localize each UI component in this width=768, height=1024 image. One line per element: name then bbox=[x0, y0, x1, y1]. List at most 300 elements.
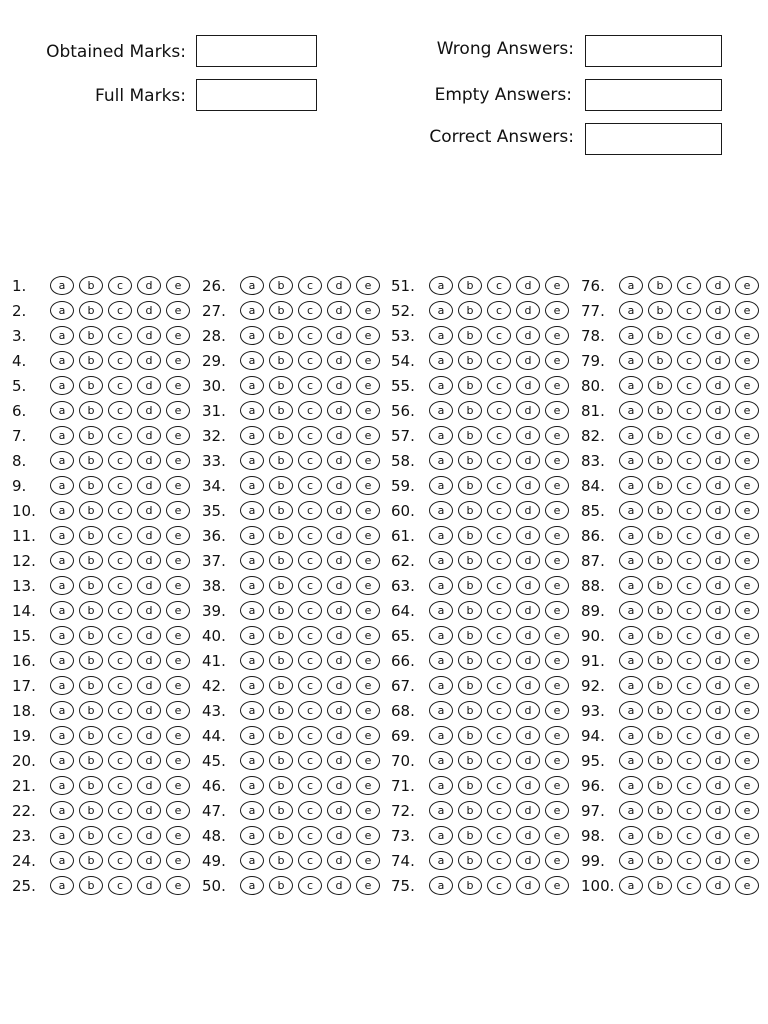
answer-bubble-e[interactable]: e bbox=[356, 276, 380, 295]
answer-bubble-d[interactable]: d bbox=[327, 726, 351, 745]
answer-bubble-b[interactable]: b bbox=[79, 326, 103, 345]
answer-bubble-c[interactable]: c bbox=[298, 626, 322, 645]
answer-bubble-d[interactable]: d bbox=[516, 376, 540, 395]
answer-bubble-a[interactable]: a bbox=[429, 426, 453, 445]
answer-bubble-d[interactable]: d bbox=[327, 501, 351, 520]
answer-bubble-a[interactable]: a bbox=[429, 751, 453, 770]
answer-bubble-c[interactable]: c bbox=[677, 376, 701, 395]
answer-bubble-b[interactable]: b bbox=[648, 601, 672, 620]
answer-bubble-d[interactable]: d bbox=[516, 676, 540, 695]
answer-bubble-a[interactable]: a bbox=[240, 326, 264, 345]
answer-bubble-a[interactable]: a bbox=[50, 701, 74, 720]
answer-bubble-b[interactable]: b bbox=[269, 501, 293, 520]
answer-bubble-e[interactable]: e bbox=[166, 851, 190, 870]
answer-bubble-b[interactable]: b bbox=[648, 826, 672, 845]
answer-bubble-b[interactable]: b bbox=[648, 851, 672, 870]
answer-bubble-a[interactable]: a bbox=[429, 726, 453, 745]
answer-bubble-b[interactable]: b bbox=[79, 601, 103, 620]
answer-bubble-c[interactable]: c bbox=[108, 401, 132, 420]
answer-bubble-e[interactable]: e bbox=[356, 301, 380, 320]
answer-bubble-b[interactable]: b bbox=[458, 876, 482, 895]
answer-bubble-a[interactable]: a bbox=[619, 826, 643, 845]
answer-bubble-b[interactable]: b bbox=[79, 626, 103, 645]
obtained-marks-field[interactable] bbox=[196, 35, 317, 67]
answer-bubble-b[interactable]: b bbox=[648, 326, 672, 345]
answer-bubble-b[interactable]: b bbox=[269, 576, 293, 595]
answer-bubble-c[interactable]: c bbox=[108, 526, 132, 545]
answer-bubble-d[interactable]: d bbox=[327, 401, 351, 420]
answer-bubble-b[interactable]: b bbox=[458, 801, 482, 820]
answer-bubble-e[interactable]: e bbox=[166, 676, 190, 695]
wrong-answers-field[interactable] bbox=[585, 35, 722, 67]
answer-bubble-b[interactable]: b bbox=[648, 801, 672, 820]
answer-bubble-d[interactable]: d bbox=[706, 501, 730, 520]
answer-bubble-d[interactable]: d bbox=[706, 426, 730, 445]
answer-bubble-c[interactable]: c bbox=[108, 876, 132, 895]
answer-bubble-e[interactable]: e bbox=[356, 401, 380, 420]
answer-bubble-b[interactable]: b bbox=[269, 826, 293, 845]
answer-bubble-d[interactable]: d bbox=[706, 576, 730, 595]
answer-bubble-e[interactable]: e bbox=[166, 301, 190, 320]
answer-bubble-b[interactable]: b bbox=[269, 851, 293, 870]
answer-bubble-d[interactable]: d bbox=[516, 826, 540, 845]
answer-bubble-e[interactable]: e bbox=[545, 876, 569, 895]
answer-bubble-e[interactable]: e bbox=[735, 351, 759, 370]
answer-bubble-c[interactable]: c bbox=[487, 626, 511, 645]
answer-bubble-d[interactable]: d bbox=[516, 501, 540, 520]
answer-bubble-e[interactable]: e bbox=[735, 476, 759, 495]
answer-bubble-d[interactable]: d bbox=[706, 751, 730, 770]
answer-bubble-e[interactable]: e bbox=[735, 651, 759, 670]
answer-bubble-c[interactable]: c bbox=[677, 351, 701, 370]
answer-bubble-d[interactable]: d bbox=[516, 876, 540, 895]
answer-bubble-c[interactable]: c bbox=[487, 451, 511, 470]
answer-bubble-a[interactable]: a bbox=[619, 551, 643, 570]
answer-bubble-a[interactable]: a bbox=[240, 376, 264, 395]
answer-bubble-b[interactable]: b bbox=[269, 651, 293, 670]
answer-bubble-c[interactable]: c bbox=[487, 651, 511, 670]
answer-bubble-c[interactable]: c bbox=[487, 851, 511, 870]
answer-bubble-e[interactable]: e bbox=[356, 701, 380, 720]
answer-bubble-d[interactable]: d bbox=[706, 601, 730, 620]
answer-bubble-e[interactable]: e bbox=[545, 301, 569, 320]
answer-bubble-a[interactable]: a bbox=[50, 301, 74, 320]
answer-bubble-c[interactable]: c bbox=[677, 726, 701, 745]
answer-bubble-a[interactable]: a bbox=[619, 401, 643, 420]
answer-bubble-d[interactable]: d bbox=[706, 401, 730, 420]
answer-bubble-a[interactable]: a bbox=[50, 276, 74, 295]
answer-bubble-a[interactable]: a bbox=[619, 426, 643, 445]
answer-bubble-e[interactable]: e bbox=[735, 601, 759, 620]
answer-bubble-a[interactable]: a bbox=[619, 726, 643, 745]
answer-bubble-e[interactable]: e bbox=[735, 551, 759, 570]
answer-bubble-b[interactable]: b bbox=[648, 651, 672, 670]
answer-bubble-d[interactable]: d bbox=[706, 351, 730, 370]
answer-bubble-d[interactable]: d bbox=[516, 576, 540, 595]
answer-bubble-e[interactable]: e bbox=[356, 376, 380, 395]
answer-bubble-d[interactable]: d bbox=[516, 426, 540, 445]
answer-bubble-d[interactable]: d bbox=[706, 526, 730, 545]
answer-bubble-c[interactable]: c bbox=[487, 476, 511, 495]
answer-bubble-b[interactable]: b bbox=[648, 426, 672, 445]
answer-bubble-e[interactable]: e bbox=[545, 626, 569, 645]
answer-bubble-b[interactable]: b bbox=[79, 526, 103, 545]
answer-bubble-b[interactable]: b bbox=[458, 701, 482, 720]
answer-bubble-d[interactable]: d bbox=[327, 426, 351, 445]
answer-bubble-e[interactable]: e bbox=[166, 776, 190, 795]
answer-bubble-a[interactable]: a bbox=[619, 376, 643, 395]
answer-bubble-d[interactable]: d bbox=[327, 701, 351, 720]
answer-bubble-b[interactable]: b bbox=[79, 551, 103, 570]
answer-bubble-c[interactable]: c bbox=[487, 376, 511, 395]
answer-bubble-e[interactable]: e bbox=[735, 626, 759, 645]
answer-bubble-a[interactable]: a bbox=[50, 651, 74, 670]
answer-bubble-d[interactable]: d bbox=[706, 451, 730, 470]
answer-bubble-c[interactable]: c bbox=[487, 676, 511, 695]
answer-bubble-e[interactable]: e bbox=[545, 801, 569, 820]
answer-bubble-a[interactable]: a bbox=[429, 376, 453, 395]
answer-bubble-c[interactable]: c bbox=[108, 301, 132, 320]
answer-bubble-d[interactable]: d bbox=[137, 276, 161, 295]
answer-bubble-a[interactable]: a bbox=[429, 626, 453, 645]
answer-bubble-e[interactable]: e bbox=[166, 651, 190, 670]
answer-bubble-e[interactable]: e bbox=[545, 501, 569, 520]
answer-bubble-e[interactable]: e bbox=[735, 776, 759, 795]
answer-bubble-c[interactable]: c bbox=[487, 301, 511, 320]
answer-bubble-a[interactable]: a bbox=[50, 551, 74, 570]
answer-bubble-c[interactable]: c bbox=[487, 526, 511, 545]
answer-bubble-b[interactable]: b bbox=[269, 676, 293, 695]
answer-bubble-c[interactable]: c bbox=[108, 776, 132, 795]
answer-bubble-e[interactable]: e bbox=[166, 876, 190, 895]
answer-bubble-e[interactable]: e bbox=[166, 426, 190, 445]
answer-bubble-b[interactable]: b bbox=[458, 601, 482, 620]
answer-bubble-b[interactable]: b bbox=[79, 701, 103, 720]
answer-bubble-a[interactable]: a bbox=[240, 576, 264, 595]
answer-bubble-e[interactable]: e bbox=[356, 726, 380, 745]
answer-bubble-d[interactable]: d bbox=[137, 676, 161, 695]
answer-bubble-a[interactable]: a bbox=[50, 501, 74, 520]
answer-bubble-c[interactable]: c bbox=[677, 651, 701, 670]
answer-bubble-a[interactable]: a bbox=[50, 576, 74, 595]
answer-bubble-e[interactable]: e bbox=[735, 676, 759, 695]
answer-bubble-a[interactable]: a bbox=[429, 576, 453, 595]
answer-bubble-a[interactable]: a bbox=[619, 876, 643, 895]
answer-bubble-c[interactable]: c bbox=[108, 851, 132, 870]
answer-bubble-d[interactable]: d bbox=[706, 801, 730, 820]
answer-bubble-d[interactable]: d bbox=[137, 501, 161, 520]
answer-bubble-c[interactable]: c bbox=[677, 876, 701, 895]
answer-bubble-e[interactable]: e bbox=[356, 826, 380, 845]
answer-bubble-d[interactable]: d bbox=[137, 626, 161, 645]
answer-bubble-e[interactable]: e bbox=[735, 701, 759, 720]
answer-bubble-a[interactable]: a bbox=[240, 801, 264, 820]
answer-bubble-a[interactable]: a bbox=[240, 351, 264, 370]
answer-bubble-d[interactable]: d bbox=[516, 726, 540, 745]
answer-bubble-d[interactable]: d bbox=[706, 476, 730, 495]
answer-bubble-a[interactable]: a bbox=[429, 476, 453, 495]
answer-bubble-e[interactable]: e bbox=[166, 501, 190, 520]
answer-bubble-d[interactable]: d bbox=[516, 451, 540, 470]
answer-bubble-b[interactable]: b bbox=[458, 451, 482, 470]
answer-bubble-b[interactable]: b bbox=[269, 526, 293, 545]
answer-bubble-e[interactable]: e bbox=[356, 426, 380, 445]
answer-bubble-e[interactable]: e bbox=[166, 551, 190, 570]
answer-bubble-c[interactable]: c bbox=[677, 401, 701, 420]
answer-bubble-a[interactable]: a bbox=[240, 601, 264, 620]
answer-bubble-c[interactable]: c bbox=[298, 751, 322, 770]
answer-bubble-a[interactable]: a bbox=[240, 751, 264, 770]
answer-bubble-e[interactable]: e bbox=[545, 851, 569, 870]
answer-bubble-e[interactable]: e bbox=[356, 476, 380, 495]
answer-bubble-a[interactable]: a bbox=[619, 651, 643, 670]
answer-bubble-a[interactable]: a bbox=[240, 876, 264, 895]
answer-bubble-e[interactable]: e bbox=[356, 801, 380, 820]
answer-bubble-e[interactable]: e bbox=[545, 451, 569, 470]
answer-bubble-e[interactable]: e bbox=[545, 476, 569, 495]
answer-bubble-d[interactable]: d bbox=[327, 626, 351, 645]
answer-bubble-a[interactable]: a bbox=[429, 876, 453, 895]
answer-bubble-e[interactable]: e bbox=[356, 876, 380, 895]
answer-bubble-d[interactable]: d bbox=[327, 851, 351, 870]
answer-bubble-a[interactable]: a bbox=[240, 451, 264, 470]
answer-bubble-e[interactable]: e bbox=[166, 476, 190, 495]
answer-bubble-d[interactable]: d bbox=[137, 401, 161, 420]
answer-bubble-b[interactable]: b bbox=[79, 301, 103, 320]
answer-bubble-a[interactable]: a bbox=[240, 826, 264, 845]
answer-bubble-a[interactable]: a bbox=[429, 401, 453, 420]
answer-bubble-b[interactable]: b bbox=[458, 576, 482, 595]
answer-bubble-b[interactable]: b bbox=[79, 776, 103, 795]
answer-bubble-d[interactable]: d bbox=[137, 651, 161, 670]
answer-bubble-e[interactable]: e bbox=[166, 751, 190, 770]
answer-bubble-a[interactable]: a bbox=[240, 551, 264, 570]
answer-bubble-a[interactable]: a bbox=[619, 701, 643, 720]
answer-bubble-d[interactable]: d bbox=[137, 551, 161, 570]
answer-bubble-a[interactable]: a bbox=[50, 426, 74, 445]
answer-bubble-a[interactable]: a bbox=[240, 301, 264, 320]
answer-bubble-e[interactable]: e bbox=[166, 626, 190, 645]
answer-bubble-b[interactable]: b bbox=[269, 776, 293, 795]
answer-bubble-a[interactable]: a bbox=[429, 801, 453, 820]
answer-bubble-b[interactable]: b bbox=[648, 626, 672, 645]
answer-bubble-d[interactable]: d bbox=[706, 701, 730, 720]
answer-bubble-d[interactable]: d bbox=[327, 651, 351, 670]
answer-bubble-b[interactable]: b bbox=[269, 276, 293, 295]
answer-bubble-d[interactable]: d bbox=[327, 326, 351, 345]
answer-bubble-c[interactable]: c bbox=[677, 276, 701, 295]
answer-bubble-d[interactable]: d bbox=[137, 601, 161, 620]
answer-bubble-e[interactable]: e bbox=[545, 276, 569, 295]
answer-bubble-d[interactable]: d bbox=[137, 701, 161, 720]
answer-bubble-a[interactable]: a bbox=[240, 726, 264, 745]
answer-bubble-b[interactable]: b bbox=[648, 776, 672, 795]
answer-bubble-b[interactable]: b bbox=[79, 401, 103, 420]
answer-bubble-c[interactable]: c bbox=[487, 276, 511, 295]
answer-bubble-a[interactable]: a bbox=[619, 526, 643, 545]
answer-bubble-a[interactable]: a bbox=[240, 476, 264, 495]
answer-bubble-b[interactable]: b bbox=[648, 301, 672, 320]
answer-bubble-a[interactable]: a bbox=[240, 851, 264, 870]
answer-bubble-b[interactable]: b bbox=[79, 726, 103, 745]
answer-bubble-d[interactable]: d bbox=[137, 751, 161, 770]
answer-bubble-e[interactable]: e bbox=[735, 376, 759, 395]
answer-bubble-e[interactable]: e bbox=[356, 526, 380, 545]
answer-bubble-b[interactable]: b bbox=[458, 676, 482, 695]
answer-bubble-e[interactable]: e bbox=[735, 876, 759, 895]
answer-bubble-c[interactable]: c bbox=[487, 751, 511, 770]
answer-bubble-d[interactable]: d bbox=[516, 526, 540, 545]
answer-bubble-a[interactable]: a bbox=[240, 676, 264, 695]
answer-bubble-b[interactable]: b bbox=[458, 376, 482, 395]
answer-bubble-b[interactable]: b bbox=[648, 751, 672, 770]
answer-bubble-a[interactable]: a bbox=[240, 501, 264, 520]
answer-bubble-a[interactable]: a bbox=[240, 276, 264, 295]
answer-bubble-a[interactable]: a bbox=[429, 501, 453, 520]
answer-bubble-c[interactable]: c bbox=[108, 701, 132, 720]
answer-bubble-a[interactable]: a bbox=[619, 351, 643, 370]
answer-bubble-e[interactable]: e bbox=[166, 701, 190, 720]
answer-bubble-e[interactable]: e bbox=[166, 576, 190, 595]
answer-bubble-a[interactable]: a bbox=[240, 776, 264, 795]
answer-bubble-b[interactable]: b bbox=[79, 451, 103, 470]
answer-bubble-d[interactable]: d bbox=[137, 351, 161, 370]
answer-bubble-e[interactable]: e bbox=[166, 726, 190, 745]
answer-bubble-e[interactable]: e bbox=[356, 676, 380, 695]
answer-bubble-d[interactable]: d bbox=[516, 601, 540, 620]
answer-bubble-d[interactable]: d bbox=[137, 826, 161, 845]
answer-bubble-e[interactable]: e bbox=[735, 851, 759, 870]
answer-bubble-e[interactable]: e bbox=[735, 726, 759, 745]
answer-bubble-e[interactable]: e bbox=[735, 576, 759, 595]
answer-bubble-c[interactable]: c bbox=[108, 576, 132, 595]
answer-bubble-c[interactable]: c bbox=[298, 476, 322, 495]
answer-bubble-b[interactable]: b bbox=[79, 751, 103, 770]
answer-bubble-b[interactable]: b bbox=[269, 726, 293, 745]
answer-bubble-c[interactable]: c bbox=[298, 726, 322, 745]
answer-bubble-e[interactable]: e bbox=[356, 451, 380, 470]
answer-bubble-a[interactable]: a bbox=[619, 801, 643, 820]
answer-bubble-c[interactable]: c bbox=[487, 826, 511, 845]
answer-bubble-a[interactable]: a bbox=[240, 701, 264, 720]
answer-bubble-c[interactable]: c bbox=[108, 326, 132, 345]
answer-bubble-e[interactable]: e bbox=[166, 326, 190, 345]
answer-bubble-e[interactable]: e bbox=[545, 751, 569, 770]
answer-bubble-c[interactable]: c bbox=[677, 551, 701, 570]
answer-bubble-a[interactable]: a bbox=[429, 701, 453, 720]
answer-bubble-a[interactable]: a bbox=[240, 651, 264, 670]
answer-bubble-b[interactable]: b bbox=[648, 701, 672, 720]
answer-bubble-d[interactable]: d bbox=[327, 476, 351, 495]
answer-bubble-d[interactable]: d bbox=[137, 576, 161, 595]
answer-bubble-e[interactable]: e bbox=[545, 401, 569, 420]
answer-bubble-d[interactable]: d bbox=[327, 301, 351, 320]
answer-bubble-b[interactable]: b bbox=[648, 451, 672, 470]
answer-bubble-a[interactable]: a bbox=[619, 751, 643, 770]
answer-bubble-d[interactable]: d bbox=[706, 826, 730, 845]
answer-bubble-c[interactable]: c bbox=[487, 426, 511, 445]
answer-bubble-a[interactable]: a bbox=[50, 401, 74, 420]
answer-bubble-a[interactable]: a bbox=[429, 601, 453, 620]
answer-bubble-d[interactable]: d bbox=[516, 701, 540, 720]
answer-bubble-c[interactable]: c bbox=[487, 326, 511, 345]
answer-bubble-e[interactable]: e bbox=[735, 501, 759, 520]
answer-bubble-d[interactable]: d bbox=[327, 276, 351, 295]
answer-bubble-c[interactable]: c bbox=[487, 776, 511, 795]
answer-bubble-b[interactable]: b bbox=[458, 401, 482, 420]
answer-bubble-b[interactable]: b bbox=[79, 876, 103, 895]
answer-bubble-e[interactable]: e bbox=[545, 601, 569, 620]
answer-bubble-a[interactable]: a bbox=[619, 476, 643, 495]
answer-bubble-d[interactable]: d bbox=[137, 476, 161, 495]
answer-bubble-d[interactable]: d bbox=[327, 601, 351, 620]
answer-bubble-c[interactable]: c bbox=[108, 276, 132, 295]
answer-bubble-c[interactable]: c bbox=[487, 576, 511, 595]
answer-bubble-a[interactable]: a bbox=[50, 351, 74, 370]
answer-bubble-a[interactable]: a bbox=[429, 776, 453, 795]
answer-bubble-d[interactable]: d bbox=[516, 351, 540, 370]
answer-bubble-e[interactable]: e bbox=[545, 676, 569, 695]
answer-bubble-b[interactable]: b bbox=[269, 601, 293, 620]
answer-bubble-d[interactable]: d bbox=[516, 801, 540, 820]
answer-bubble-b[interactable]: b bbox=[269, 551, 293, 570]
answer-bubble-e[interactable]: e bbox=[735, 426, 759, 445]
answer-bubble-c[interactable]: c bbox=[677, 676, 701, 695]
answer-bubble-a[interactable]: a bbox=[50, 776, 74, 795]
answer-bubble-a[interactable]: a bbox=[619, 451, 643, 470]
answer-bubble-b[interactable]: b bbox=[79, 676, 103, 695]
answer-bubble-d[interactable]: d bbox=[706, 651, 730, 670]
answer-bubble-e[interactable]: e bbox=[356, 626, 380, 645]
full-marks-field[interactable] bbox=[196, 79, 317, 111]
answer-bubble-b[interactable]: b bbox=[458, 751, 482, 770]
answer-bubble-b[interactable]: b bbox=[648, 726, 672, 745]
answer-bubble-c[interactable]: c bbox=[677, 826, 701, 845]
answer-bubble-d[interactable]: d bbox=[516, 326, 540, 345]
answer-bubble-a[interactable]: a bbox=[50, 601, 74, 620]
answer-bubble-b[interactable]: b bbox=[79, 801, 103, 820]
answer-bubble-e[interactable]: e bbox=[356, 326, 380, 345]
answer-bubble-d[interactable]: d bbox=[137, 776, 161, 795]
answer-bubble-b[interactable]: b bbox=[79, 351, 103, 370]
answer-bubble-a[interactable]: a bbox=[240, 526, 264, 545]
answer-bubble-c[interactable]: c bbox=[108, 626, 132, 645]
answer-bubble-c[interactable]: c bbox=[298, 876, 322, 895]
answer-bubble-d[interactable]: d bbox=[327, 676, 351, 695]
answer-bubble-d[interactable]: d bbox=[137, 426, 161, 445]
answer-bubble-c[interactable]: c bbox=[677, 451, 701, 470]
answer-bubble-e[interactable]: e bbox=[356, 501, 380, 520]
answer-bubble-c[interactable]: c bbox=[298, 526, 322, 545]
answer-bubble-b[interactable]: b bbox=[648, 876, 672, 895]
answer-bubble-c[interactable]: c bbox=[487, 726, 511, 745]
answer-bubble-e[interactable]: e bbox=[166, 801, 190, 820]
answer-bubble-e[interactable]: e bbox=[735, 301, 759, 320]
answer-bubble-b[interactable]: b bbox=[269, 351, 293, 370]
answer-bubble-b[interactable]: b bbox=[458, 476, 482, 495]
answer-bubble-b[interactable]: b bbox=[79, 376, 103, 395]
answer-bubble-e[interactable]: e bbox=[735, 326, 759, 345]
answer-bubble-e[interactable]: e bbox=[166, 451, 190, 470]
answer-bubble-c[interactable]: c bbox=[108, 826, 132, 845]
answer-bubble-d[interactable]: d bbox=[327, 776, 351, 795]
answer-bubble-b[interactable]: b bbox=[458, 851, 482, 870]
answer-bubble-d[interactable]: d bbox=[706, 626, 730, 645]
answer-bubble-a[interactable]: a bbox=[50, 451, 74, 470]
answer-bubble-e[interactable]: e bbox=[545, 426, 569, 445]
answer-bubble-b[interactable]: b bbox=[648, 276, 672, 295]
answer-bubble-d[interactable]: d bbox=[137, 726, 161, 745]
